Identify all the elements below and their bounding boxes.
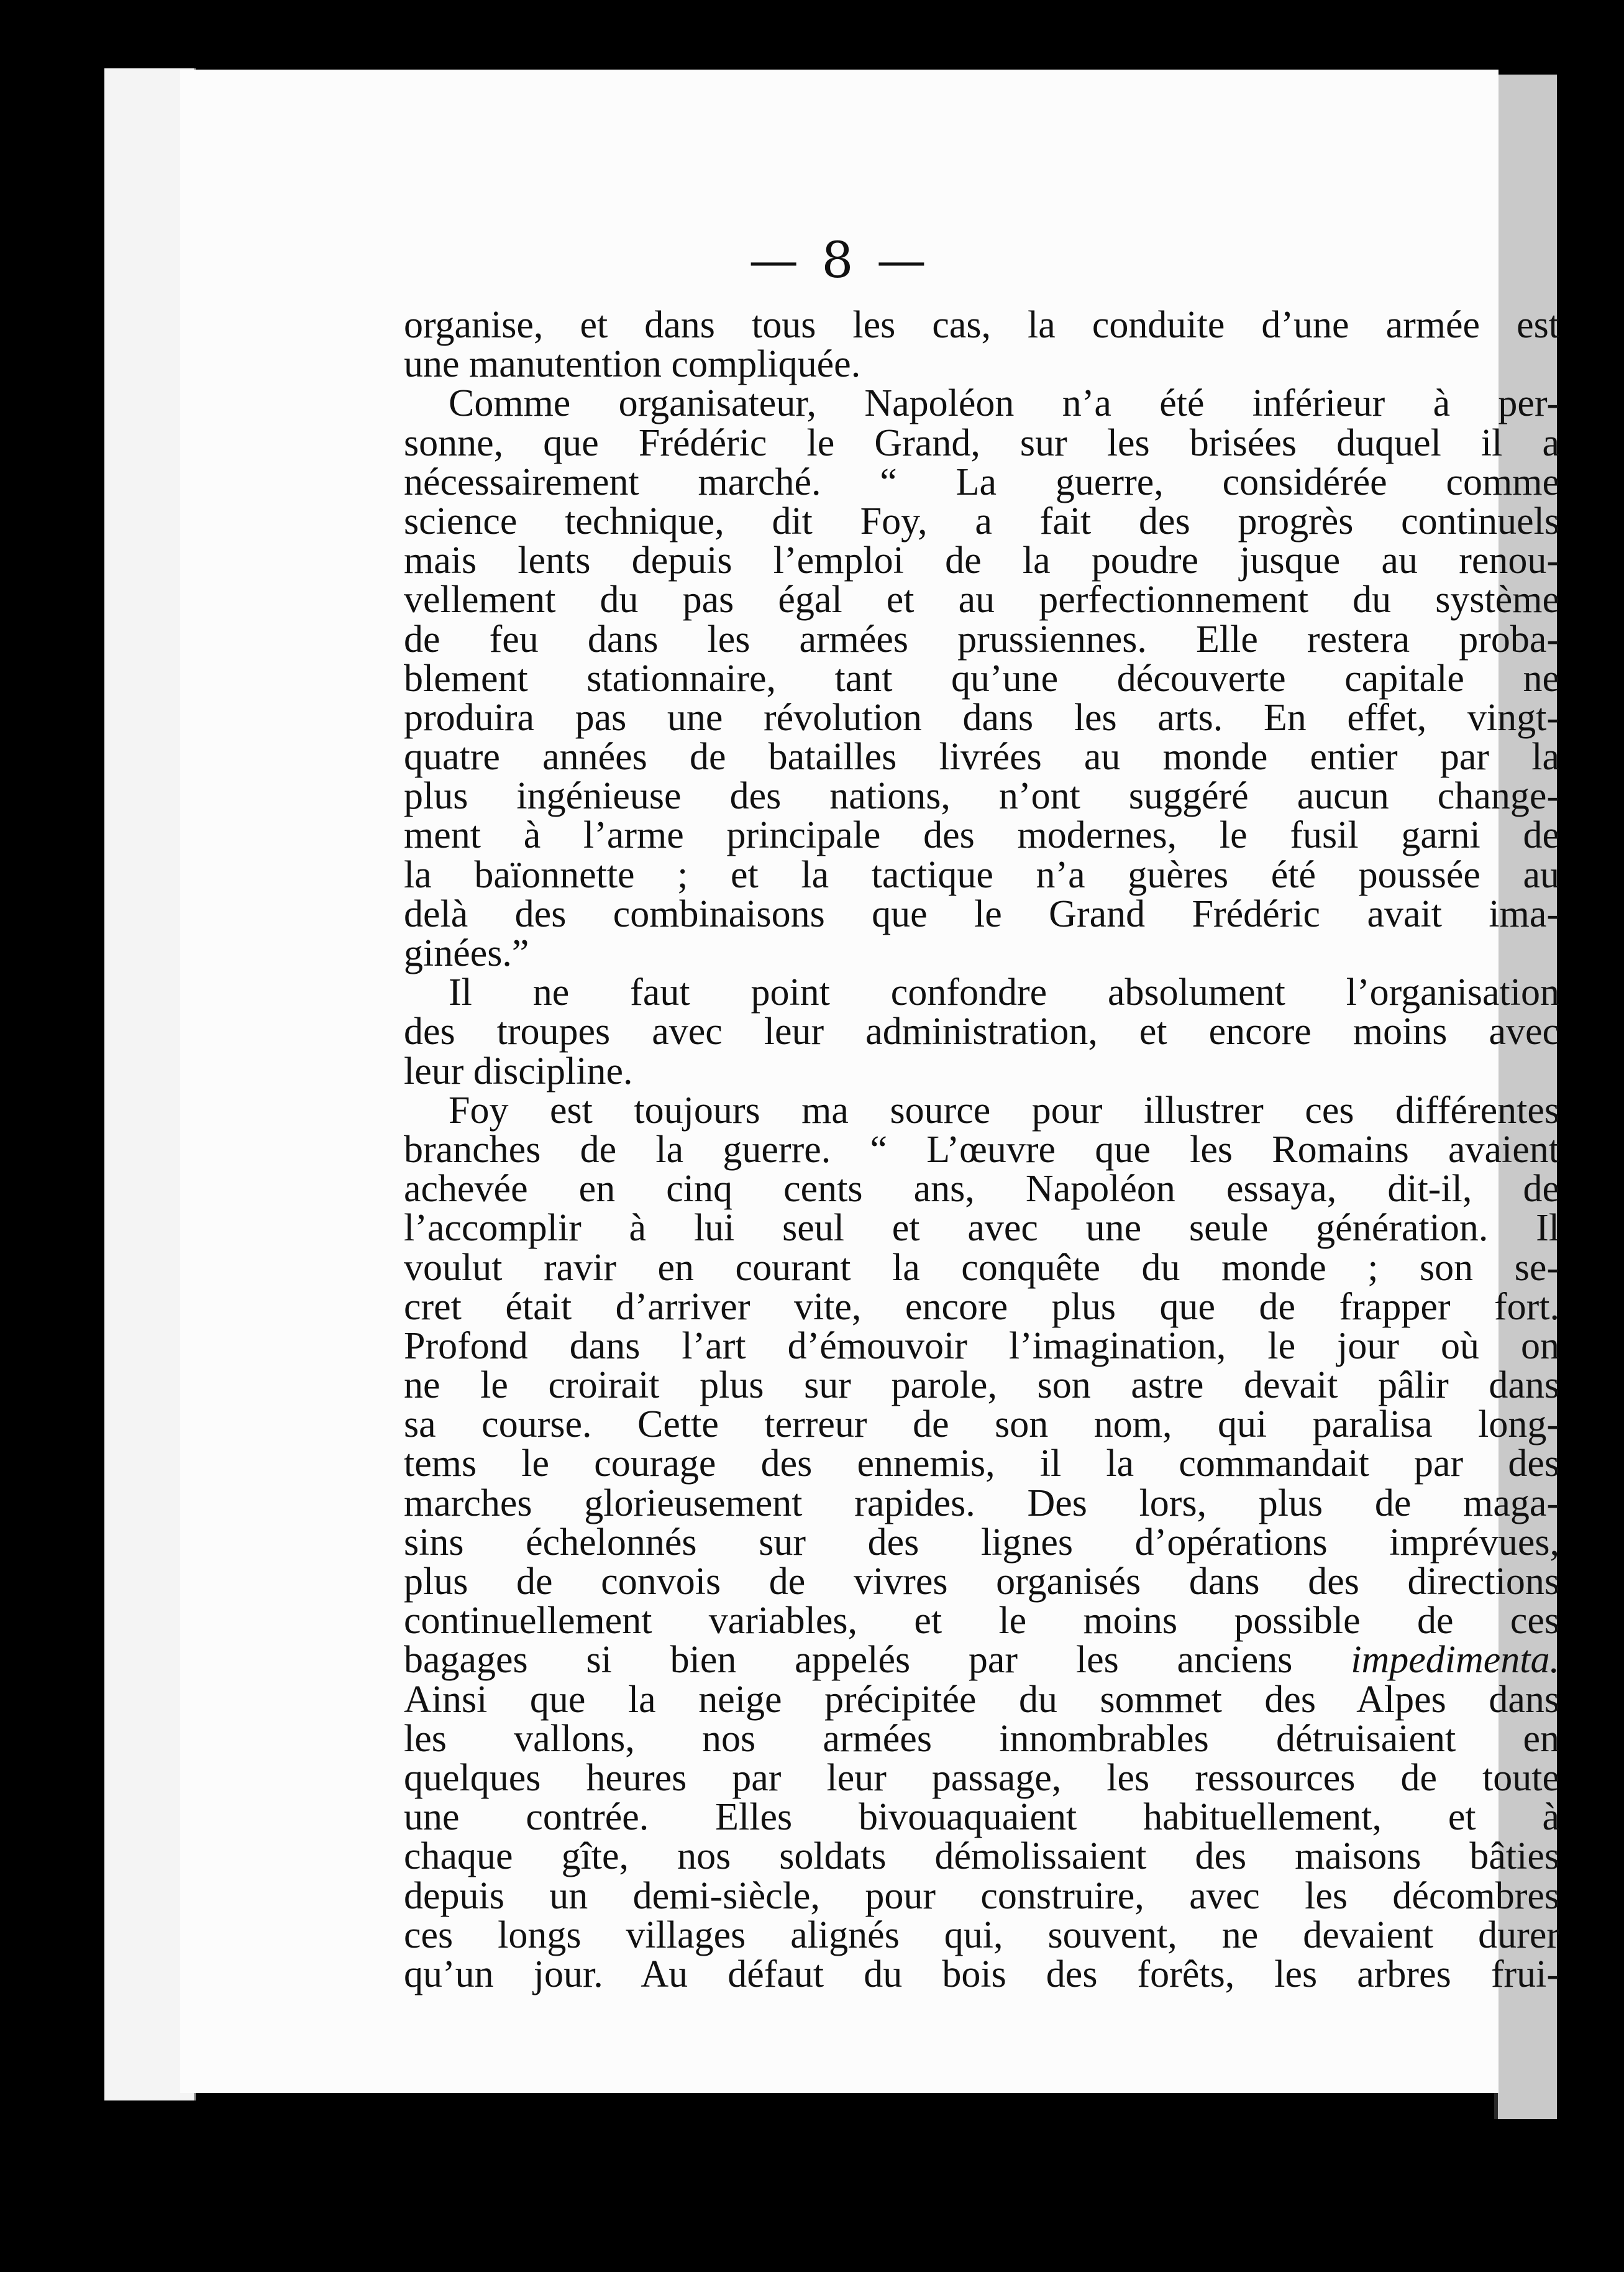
text-line-content: branches de la guerre. “ L’œuvre que les Romains avaient	[404, 1128, 1559, 1171]
text-line	[404, 1641, 1559, 1680]
page-number: — 8 —	[749, 231, 930, 289]
text-line-content: une manutention compliquée.	[404, 343, 861, 386]
text-line	[404, 1324, 1559, 1367]
text-line	[404, 1680, 1559, 1720]
text-line	[404, 1874, 1559, 1917]
text-line-content: Foy est toujours ma source pour illustrer ces différentes	[449, 1089, 1559, 1132]
text-line-content: voulut ravir en courant la conquête du monde ; son se-	[404, 1246, 1559, 1289]
text-line-content: les vallons, nos armées innombrables détruisaient en	[404, 1717, 1559, 1760]
text-line-content: plus de convois de vivres organisés dans des directions	[404, 1560, 1559, 1603]
text-line-content: Il ne faut point confondre absolument l’organisation	[449, 971, 1559, 1014]
text-line-content: ces longs villages alignés qui, souvent, ne devaient durer	[404, 1913, 1559, 1956]
text-line	[404, 421, 1559, 464]
text-line-content: science technique, dit Foy, a fait des progrès continuels	[404, 500, 1559, 543]
text-line-content: Ainsi que la neige précipitée du sommet des Alpes dans	[404, 1678, 1559, 1721]
text-line-content: qu’un jour. Au défaut du bois des forêts, les arbres frui-	[404, 1953, 1559, 1995]
text-line	[404, 816, 1559, 855]
text-line	[404, 973, 1559, 1012]
text-line	[404, 541, 1559, 580]
page-sheet	[180, 70, 1560, 2093]
text-line	[404, 696, 1559, 739]
text-line-content: depuis un demi-siècle, pour construire, avec les décombres	[404, 1874, 1559, 1917]
text-line	[404, 1484, 1559, 1523]
text-line	[404, 1209, 1559, 1248]
text-line-content: de feu dans les armées prussiennes. Elle restera proba-	[404, 618, 1559, 661]
text-line-content: une contrée. Elles bivouaquaient habituellement, et à	[404, 1796, 1559, 1839]
text-line-content: marches glorieusement rapides. Des lors, plus de maga-	[404, 1482, 1559, 1524]
text-line-content: quatre années de batailles livrées au monde entier par la	[404, 736, 1559, 779]
text-line	[404, 1562, 1559, 1601]
text-line-content: quelques heures par leur passage, les ressources de toute	[404, 1756, 1559, 1799]
text-line-content: vellement du pas égal et au perfectionnement du système	[404, 579, 1559, 621]
text-line-content: leur discipline.	[404, 1050, 633, 1092]
text-line-content: cret était d’arriver vite, encore plus que de frapper fort.	[404, 1285, 1559, 1328]
text-line-content: produira pas une révolution dans les arts. En effet, vingt-	[404, 696, 1559, 739]
text-line-content: delà des combinaisons que le Grand Frédéric avait ima-	[404, 892, 1559, 935]
text-line-content: ment à l’arme principale des modernes, le fusil garni de	[404, 814, 1559, 857]
text-line	[404, 1837, 1559, 1876]
text-line	[404, 934, 1559, 973]
text-line	[404, 892, 1559, 935]
text-line-content: mais lents depuis l’emploi de la poudre jusque au renou-	[404, 539, 1559, 582]
text-line	[404, 1052, 1559, 1091]
text-line-content: continuellement variables, et le moins possible de ces	[404, 1600, 1559, 1642]
text-line-content: blement stationnaire, tant qu’une découverte capitale ne	[404, 657, 1559, 700]
text-line	[404, 1170, 1559, 1209]
text-line	[404, 853, 1559, 896]
text-line	[404, 1285, 1559, 1328]
italic-word: impedimenta.	[1351, 1639, 1560, 1682]
text-line-content: chaque gîte, nos soldats démolissaient des maisons bâties	[404, 1835, 1559, 1878]
text-line	[404, 345, 1559, 384]
text-line	[404, 580, 1559, 620]
text-line	[404, 1130, 1559, 1170]
text-line-content: des troupes avec leur administration, et encore moins avec	[404, 1010, 1559, 1053]
text-line	[404, 1798, 1559, 1837]
text-line	[404, 659, 1559, 699]
text-line-content: la baïonnette ; et la tactique n’a guères été poussée au	[404, 853, 1559, 896]
text-line-content: Comme organisateur, Napoléon n’a été inférieur à per-	[449, 382, 1559, 425]
text-line	[404, 1091, 1559, 1130]
text-line	[404, 1012, 1559, 1051]
text-line	[404, 777, 1559, 816]
text-line	[404, 1248, 1559, 1288]
text-line-content: nécessairement marché. “ La guerre, considérée comme	[404, 460, 1559, 503]
text-line	[404, 1523, 1559, 1562]
text-line	[404, 460, 1559, 503]
text-line	[404, 1717, 1559, 1760]
text-line-content: organise, et dans tous les cas, la conduite d’une armée est	[404, 304, 1559, 346]
text-line-content: bagages si bien appelés par les anciens	[404, 1639, 1293, 1682]
text-line-content: ne le croirait plus sur parole, son astre devait pâlir dans	[404, 1364, 1559, 1407]
text-line	[404, 502, 1559, 541]
text-line-content: ginées.”	[404, 932, 529, 974]
text-line	[404, 1405, 1559, 1444]
text-line	[404, 1955, 1559, 1994]
text-line	[404, 1366, 1559, 1405]
text-line-content: achevée en cinq cents ans, Napoléon essaya, dit-il, de	[404, 1168, 1559, 1211]
text-line-content: sins échelonnés sur des lignes d’opérations imprévues,	[404, 1521, 1559, 1564]
text-line-content: tems le courage des ennemis, il la commandait par des	[404, 1442, 1559, 1485]
text-line	[404, 738, 1559, 777]
text-line-content: plus ingénieuse des nations, n’ont suggéré aucun change-	[404, 775, 1559, 818]
text-line	[404, 1444, 1559, 1483]
text-line	[404, 1756, 1559, 1799]
body-text	[404, 306, 1559, 1994]
text-line-content: sa course. Cette terreur de son nom, qui paralisa long-	[404, 1403, 1559, 1446]
text-line-content: Profond dans l’art d’émouvoir l’imagination, le jour où on	[404, 1324, 1559, 1367]
text-line	[404, 384, 1559, 423]
text-line	[404, 620, 1559, 659]
text-line	[404, 1913, 1559, 1956]
text-line	[404, 1601, 1559, 1641]
text-line-content: sonne, que Frédéric le Grand, sur les brisées duquel il a	[404, 421, 1559, 464]
text-line	[404, 306, 1559, 345]
text-line-content: l’accomplir à lui seul et avec une seule génération. Il	[404, 1207, 1559, 1250]
